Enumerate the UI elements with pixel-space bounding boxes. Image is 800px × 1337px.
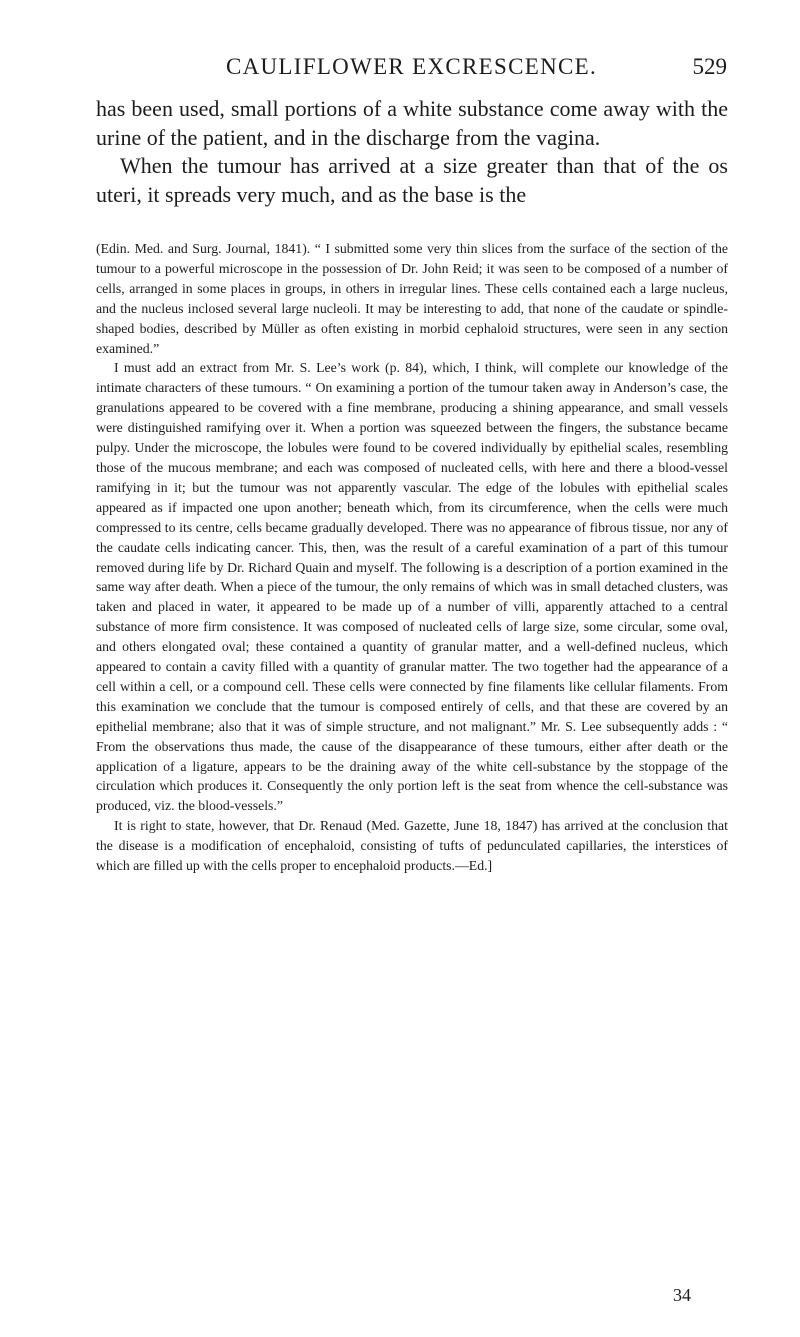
footnote-text <box>96 239 728 876</box>
main-text <box>96 95 728 209</box>
main-paragraph-2: When the tumour has arrived at a size greater than that of the os uteri, it spreads very much, and as the base is the <box>96 153 728 207</box>
footnote-paragraph-3: It is right to state, however, that Dr. Renaud (Med. Gazette, June 18, 1847) has arrived at the conclusion that the disease is a modification of encephaloid, consisting of tufts of pedunculated capillaries, the interstices of which are filled up with the cells proper to encephaloid products.—Ed.] <box>96 818 728 874</box>
page-number: 529 <box>692 54 727 79</box>
footnote-paragraph-2: I must add an extract from Mr. S. Lee’s work (p. 84), which, I think, will complete our knowledge of the intimate characters of these tumours. “ On examining a portion of the tumour taken away in Anderson’s case, the granulations appeared to be covered with a fine membrane, producing a shining appearance, and small vessels were distinguished ramifying over it. When a portion was squeezed between the fingers, the substance became pulpy. Under the microscope, the lobules were found to be covered individually by epithelial scales, resembling those of the mucous membrane; and each was composed of nucleated cells, with here and there a blood-vessel ramifying in it; but the tumour was not apparently vascular. The edge of the lobules with epithelial scales appeared as if impacted one upon another; beneath which, from its circumference, when the cells were much compressed to its centre, cells became gradually developed. There was no appearance of fibrous tissue, nor any of the caudate cells indicating cancer. This, then, was the result of a careful examination of a part of this tumour removed during life by Dr. Richard Quain and myself. The following is a description of a portion examined in the same way after death. When a piece of the tumour, the only remains of which was in small detached clusters, was taken and placed in water, it appeared to be made up of a number of villi, apparently attached to a central substance of more firm consistence. It was composed of nucleated cells of large size, some circular, some oval, and others elongated oval; these contained a quantity of granular matter, and a well-defined nucleus, which appeared to contain a cavity filled with a quantity of granular matter. The two together had the appearance of a cell within a cell, or a compound cell. These cells were connected by fine filaments like cellular filaments. From this examination we conclude that the tumour is composed entirely of cells, and that these are covered by an epithelial membrane; also that it was of simple structure, and not malignant.” Mr. S. Lee subsequently adds : “ From the observations thus made, the cause of the disappearance of these tumours, either after death or the application of a ligature, appears to be the draining away of the white cell-substance by the stoppage of the circulation which produces it. Consequently the only portion left is the seat from whence the cell-substance was produced, viz. the blood-vessels.” <box>96 360 728 814</box>
running-head <box>96 52 727 82</box>
running-title: CAULIFLOWER EXCRESCENCE. <box>225 54 598 79</box>
footnote-paragraph-1: (Edin. Med. and Surg. Journal, 1841). “ I submitted some very thin slices from the surface of the section of the tumour to a powerful microscope in the possession of Dr. John Reid; it was seen to be composed of a number of cells, arranged in some places in groups, in others in irregular lines. These cells contained each a large nucleus, and the nucleus inclosed several large nucleoli. It may be interesting to add, that none of the caudate or spindle-shaped bodies, described by Müller as often existing in morbid cephaloid structures, were seen in any section examined.” <box>96 241 728 356</box>
signature-mark: 34 <box>673 1285 691 1305</box>
main-paragraph-1: has been used, small portions of a white substance come away with the urine of the patient, and in the discharge from the vagina. <box>96 96 728 150</box>
